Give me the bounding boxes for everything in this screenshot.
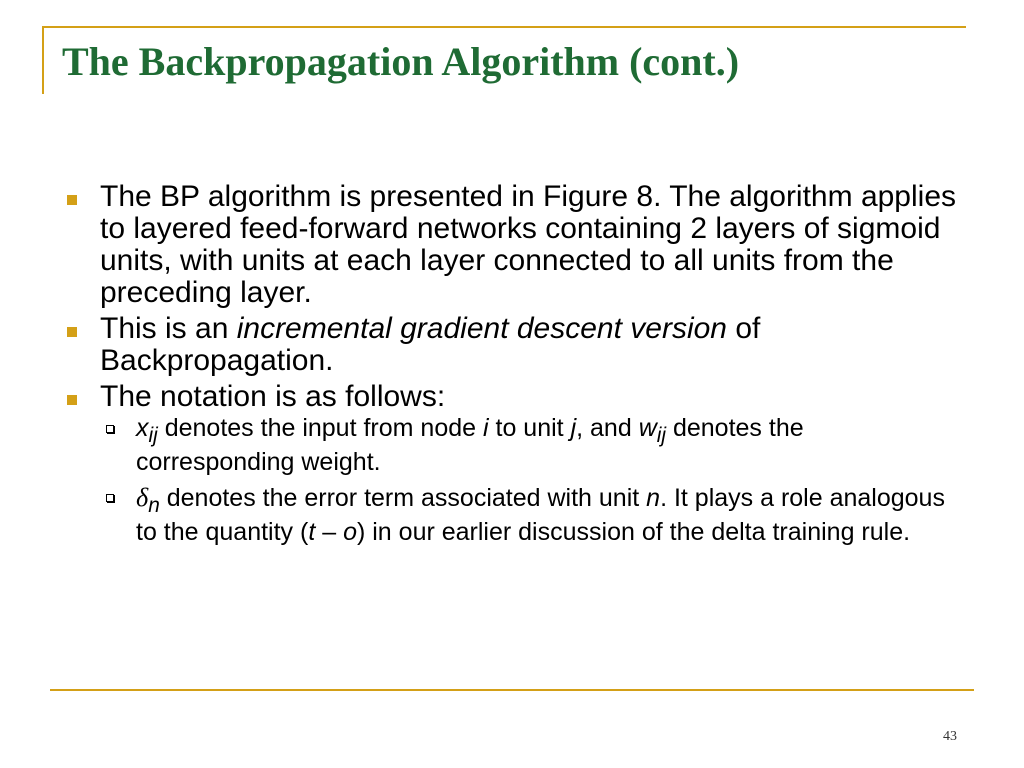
- bottom-rule: [50, 689, 974, 691]
- slide-title: The Backpropagation Algorithm (cont.): [62, 39, 740, 84]
- bullet-item-2: [62, 313, 962, 377]
- sub-text: . It plays a role analogous to the quantity (: [136, 484, 945, 546]
- var-w-subscript: ij: [656, 424, 667, 447]
- hollow-square-bullet-icon: [106, 425, 114, 433]
- hollow-square-bullet-icon: [106, 494, 114, 502]
- var-x: x: [136, 414, 149, 442]
- slide-body: [62, 181, 962, 554]
- bullet-text-prefix: This is an: [100, 312, 237, 345]
- delta-subscript: n: [148, 494, 160, 517]
- var-w: w: [638, 414, 657, 442]
- sub-text: denotes the corresponding weight.: [136, 414, 804, 476]
- left-rule: [42, 26, 44, 94]
- var-o: o: [343, 518, 357, 546]
- square-bullet-icon: [67, 327, 77, 337]
- sub-text: ) in our earlier discussion of the delta training rule.: [356, 518, 911, 546]
- sub-text: to unit: [488, 414, 571, 442]
- bullet-text: The BP algorithm is presented in Figure 8. The algorithm applies to layered feed-forward networks containing 2 layers of sigmoid units, with units at each layer connected to all units from the preceding layer.: [100, 180, 957, 309]
- bullet-item-3: [62, 381, 962, 413]
- sub-text: , and: [576, 414, 639, 442]
- square-bullet-icon: [67, 395, 77, 405]
- sub-bullet-item-1: [62, 415, 962, 476]
- bullet-text: The notation is as follows:: [100, 380, 446, 413]
- bullet-emphasis: incremental gradient descent version: [236, 312, 727, 345]
- minus-sign: –: [315, 518, 344, 546]
- var-t: t: [308, 518, 316, 546]
- var-x-subscript: ij: [148, 424, 158, 447]
- top-rule: [42, 26, 966, 28]
- square-bullet-icon: [67, 195, 77, 205]
- bullet-item-1: [62, 181, 962, 309]
- var-j: j: [570, 414, 577, 442]
- var-i: i: [483, 414, 489, 442]
- bullet-text-suffix: of Backpropagation.: [100, 312, 761, 377]
- sub-text: denotes the error term associated with unit: [159, 484, 647, 512]
- sub-text: denotes the input from node: [157, 414, 483, 442]
- var-n: n: [646, 484, 661, 512]
- delta-symbol: δ: [136, 483, 149, 512]
- sub-bullet-item-2: [62, 484, 962, 546]
- page-number: 43: [943, 729, 957, 744]
